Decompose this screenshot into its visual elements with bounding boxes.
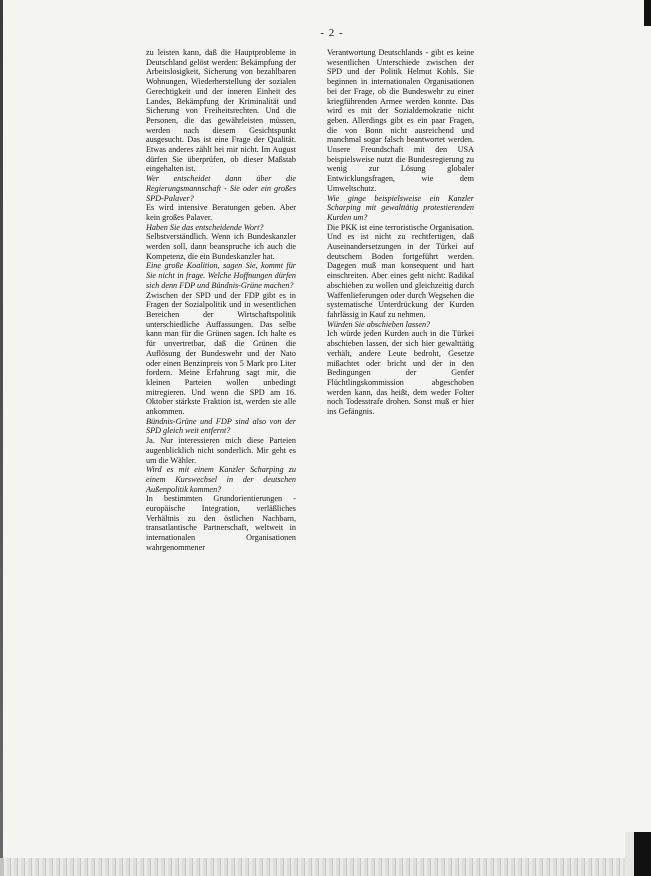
scan-corner-top-right [644,0,651,26]
answer-paragraph: Selbstverständlich. Wenn ich Bundeskanzler werden soll, dann beanspruche ich auch die Kompetenz, die ein Bundeskanzler hat. [146,232,296,261]
scan-corner-bottom-right [625,832,651,876]
answer-paragraph: Ich würde jeden Kurden auch in die Türkei abschieben lassen, der sich hier gewalttätig verhält, andere Leute bedroht, Gesetze mißachtet oder bricht und der in den Bedingungen der Genfer Flüchtlingskommission abgeschoben werden kann, das heißt, dem weder Folter noch Todesstrafe drohen. Sonst muß er hier ins Gefängnis. [327,329,474,417]
question-paragraph: Eine große Koalition, sagen Sie, kommt für Sie nicht in frage. Welche Hoffnungen dürfen sich denn FDP und Bündnis-Grüne machen? [146,261,296,290]
question-paragraph: Bündnis-Grüne und FDP sind also von der SPD gleich weit entfernt? [146,416,296,436]
scan-edge-left [0,0,3,876]
page-number: - 2 - [320,27,344,39]
question-paragraph: Würden Sie abschieben lassen? [327,319,431,329]
answer-paragraph: Verantwortung Deutschlands - gibt es keine wesentlichen Unterschiede zwischen der SPD und der Politik Helmut Kohls. Sie beginnen in internationalen Organisationen bei der Frage, ob die Bundeswehr zu einer kriegführenden Armee werden konnte. Das wird es mit der Sozialdemokratie nicht geben. Allerdings gibt es ein paar Fragen, die von Bonn nicht ausreichend und manchmal sogar falsch beantwortet werden. Unsere Freundschaft mit den USA beispielsweise nutzt die Bundesregierung zu wenig zur Lösung globaler Entwicklungsfragen, wie dem Umweltschutz. [327,48,474,193]
answer-paragraph: Zwischen der SPD und der FDP gibt es in Fragen der Sozialpolitik und in wesentlichen Bereichen der Wirtschaftspolitik unterschiedliche Auffassungen. Das selbe kann man für die Grünen sagen. Ich halte es für unvertretbar, daß die Grünen die Auflösung der Bundeswehr und der Nato oder einen Benzinpreis von 5 Mark pro Liter fordern. Meine Erfahrung sagt mir, die kleinen Parteien wollen unbedingt mitregieren. Und wenn die SPD am 16. Oktober stärkste Fraktion ist, werden sie alle ankommen. [146,290,296,417]
question-paragraph: Wer entscheidet dann über die Regierungsmannschaft - Sie oder ein großes SPD-Palaver? [146,174,296,203]
question-paragraph: Haben Sie das entscheidende Wort? [146,222,264,232]
question-paragraph: Wie ginge beispielsweise ein Kanzler Scharping mit gewalttätig protestierenden Kurden um? [327,193,474,222]
question-paragraph: Wird es mit einem Kanzler Scharping zu einem Kurswechsel in der deutschen Außenpolitik kommen? [146,465,296,494]
answer-paragraph: zu leisten kann, daß die Hauptprobleme in Deutschland gelöst werden: Bekämpfung der Arbeitslosigkeit, Sicherung von bezahlbaren Wohnungen, Wiederherstellung der sozialen Gerechtigkeit und der inneren Einheit des Landes, Bekämpfung der Kriminalität und Sicherung von Freiheitsrechten. Und die Personen, die das gewährleisten müssen, werden nach diesem Gesichtspunkt ausgesucht. Das ist eine Frage der Qualität. Etwas anderes zählt bei mir nicht. Im August dürfen Sie überprüfen, ob dieser Maßstab eingehalten ist. [146,48,296,174]
left-text-column [146,48,296,668]
scan-edge-bottom [0,858,651,876]
right-text-column [327,48,474,524]
answer-paragraph: Die PKK ist eine terroristische Organisation. Und es ist nicht zu rechtfertigen, daß Auseinandersetzungen in der Türkei auf deutschem Boden fortgeführt werden. Dagegen muß man konsequent und hart einschreiten. Aber eines geht nicht: Radikal abschieben zu wollen und gleichzeitig durch Waffenlieferungen oder durch Wegsehen die systematische Unterdrückung der Kurden fahrlässig in Kauf zu nehmen. [327,222,474,319]
answer-paragraph: Es wird intensive Beratungen geben. Aber kein großes Palaver. [146,203,296,222]
answer-paragraph: In bestimmten Grundorientierungen - europäische Integration, verläßliches Verhältnis zu den östlichen Nachbarn, transatlantische Partnerschaft, weltweit in internationalen Organisationen wahrgenommener [146,494,296,552]
answer-paragraph: Ja. Nur interessieren mich diese Parteien augenblicklich nicht sonderlich. Mir geht es um die Wähler. [146,436,296,465]
